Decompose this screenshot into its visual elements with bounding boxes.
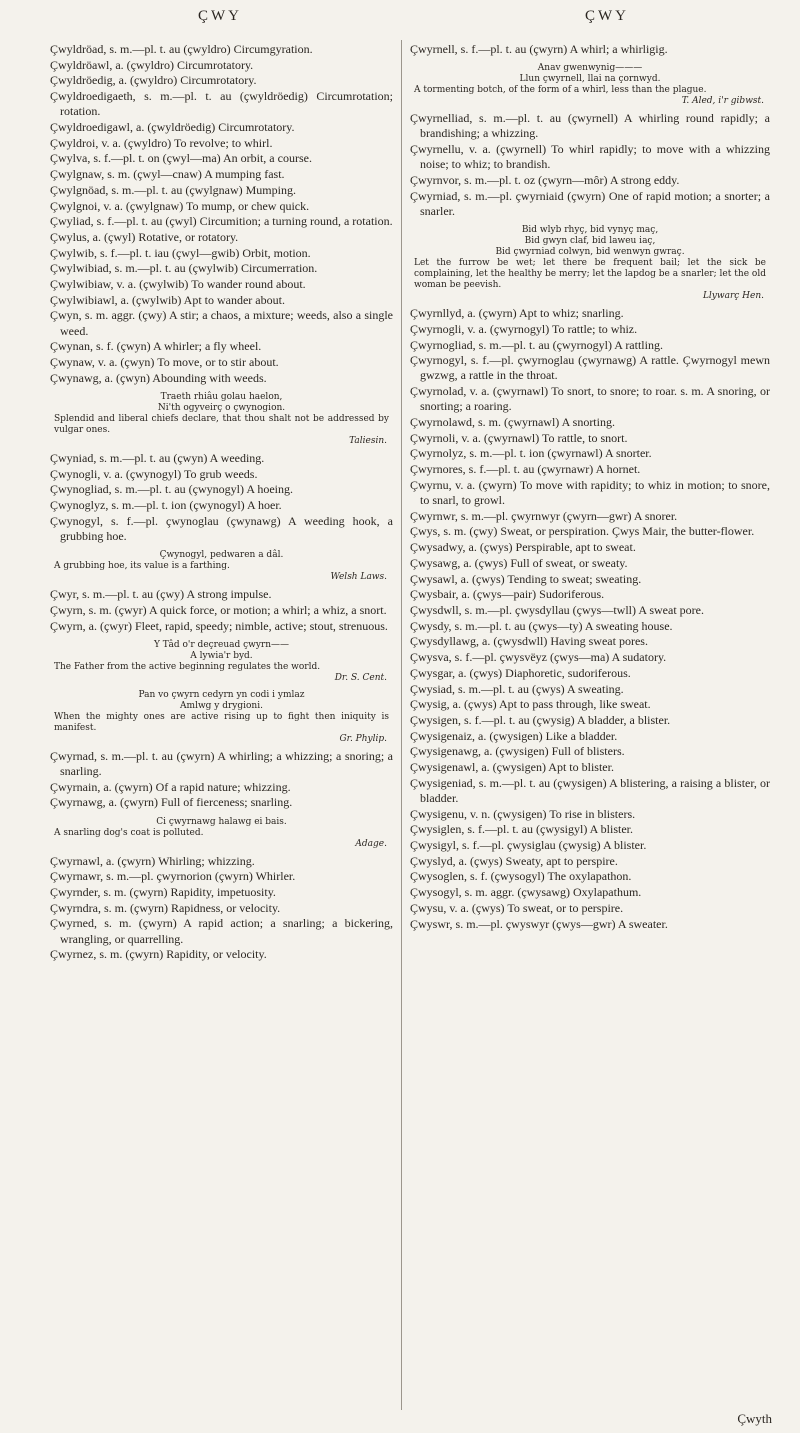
running-head-right: ÇWY xyxy=(585,8,629,24)
dictionary-entry: Çwyrnvor, s. m.—pl. t. oz (çwyrn—môr) A strong eddy. xyxy=(410,173,680,188)
dictionary-entry: Çwyrnad, s. m.—pl. t. au (çwyrn) A whirling; a whizzing; a snoring; a snarling. xyxy=(50,748,393,778)
dictionary-entry: Çwyrnogliad, s. m.—pl. t. au (çwyrnogyl) A rattling. xyxy=(410,337,663,352)
dictionary-entry: Çwylwibiad, s. m.—pl. t. au (çwylwib) Circumerration. xyxy=(50,261,318,276)
dictionary-entry: Çwysiad, s. m.—pl. t. au (çwys) A sweating. xyxy=(410,681,624,696)
dictionary-entry: Çwyldroi, v. a. (çwyldro) To revolve; to whirl. xyxy=(50,135,273,150)
dictionary-entry: Çwysbair, a. (çwys—pair) Sudoriferous. xyxy=(410,587,605,602)
quotation xyxy=(410,63,770,107)
dictionary-entry: Çwyrnolad, v. a. (çwyrnawl) To snort, to snore; to roar. s. m. A snoring, or snorting; a roaring. xyxy=(410,384,770,414)
dictionary-entry: Çwyrnawl, a. (çwyrn) Whirling; whizzing. xyxy=(50,853,255,868)
dictionary-entry: Çwynogli, v. a. (çwynogyl) To grub weeds. xyxy=(50,466,258,481)
quotation-line: Ci çwyrnawg halawg ei bais. xyxy=(156,816,287,827)
quotation-source: Welsh Laws. xyxy=(330,572,387,583)
quotation-translation: The Father from the active beginning regulates the world. xyxy=(54,661,321,672)
dictionary-entry: Çwyrned, s. m. (çwyrn) A rapid action; a snarling; a bickering, wrangling, or quarrelling. xyxy=(50,916,393,946)
dictionary-entry: Çwyrniad, s. m.—pl. çwyrniaid (çwyrn) One of rapid motion; a snorter; a snarler. xyxy=(410,188,770,218)
dictionary-entry: Çwyldroedigaeth, s. m.—pl. t. au (çwyldröedig) Circumrotation; rotation. xyxy=(50,89,393,119)
dictionary-entry: Çwysdwll, s. m.—pl. çwysdyllau (çwys—twll) A sweat pore. xyxy=(410,602,704,617)
dictionary-entry: Çwysig, a. (çwys) Apt to pass through, like sweat. xyxy=(410,697,651,712)
dictionary-entry: Çwysgar, a. (çwys) Diaphoretic, sudoriferous. xyxy=(410,665,631,680)
dictionary-entry: Çwyldroedigawl, a. (çwyldröedig) Circumrotatory. xyxy=(50,120,295,135)
dictionary-entry: Çwynoglyz, s. m.—pl. t. ion (çwynogyl) A hoer. xyxy=(50,498,282,513)
dictionary-entry: Çwylgnaw, s. m. (çwyl—cnaw) A mumping fast. xyxy=(50,167,285,182)
right-column xyxy=(410,42,770,932)
dictionary-entry: Çwynogliad, s. m.—pl. t. au (çwynogyl) A hoeing. xyxy=(50,482,293,497)
dictionary-entry: Çwys, s. m. (çwy) Sweat, or perspiration. Çwys Mair, the butter-flower. xyxy=(410,524,755,539)
dictionary-entry: Çwysigenawg, a. (çwysigen) Full of blisters. xyxy=(410,744,625,759)
dictionary-entry: Çwyrnder, s. m. (çwyrn) Rapidity, impetuosity. xyxy=(50,885,276,900)
dictionary-entry: Çwynogyl, s. f.—pl. çwynoglau (çwynawg) A weeding hook, a grubbing hoe. xyxy=(50,513,393,543)
dictionary-entry: Çwyrnu, v. a. (çwyrn) To move with rapidity; to whiz in motion; to snore, to snarl, to growl. xyxy=(410,477,770,508)
dictionary-entry: Çwylwibiawl, a. (çwylwib) Apt to wander about. xyxy=(50,292,285,307)
dictionary-entry: Çwyrn, a. (çwyr) Fleet, rapid, speedy; nimble, active; stout, strenuous. xyxy=(50,618,388,633)
quotation-source: Gr. Phylip. xyxy=(339,733,387,744)
quotation-line: A lywia'r byd. xyxy=(190,650,253,661)
dictionary-entry: Çwynawg, a. (çwyn) Abounding with weeds. xyxy=(50,370,267,385)
quotation-translation: A tormenting botch, of the form of a whirl, less than the plague. xyxy=(414,85,707,96)
dictionary-entry: Çwyrndra, s. m. (çwyrn) Rapidness, or velocity. xyxy=(50,900,281,915)
dictionary-entry: Çwyrnores, s. f.—pl. t. au (çwyrnawr) A hornet. xyxy=(410,462,641,477)
dictionary-entry: Çwysigeniad, s. m.—pl. t. au (çwysigen) A blistering, a raising a blister, or bladder. xyxy=(410,775,770,805)
dictionary-entry: Çwysigenawl, a. (çwysigen) Apt to blister. xyxy=(410,760,614,775)
quotation-source: Adage. xyxy=(355,838,387,849)
dictionary-entry: Çwyrnelliad, s. m.—pl. t. au (çwyrnell) A whirling round rapidly; a brandishing; a whizzing. xyxy=(410,111,770,141)
dictionary-entry: Çwyrnellu, v. a. (çwyrnell) To whirl rapidly; to move with a whizzing noise; to whiz; to brandish. xyxy=(410,142,770,172)
quotation-translation: Let the furrow be wet; let there be frequent bail; let the sick be complaining, let the healthy be merry; let the lapdog be a snarler; let the old woman be peevish. xyxy=(414,258,766,291)
dictionary-entry: Çwysogyl, s. m. aggr. (çwysawg) Oxylapathum. xyxy=(410,885,642,900)
dictionary-entry: Çwyrnawr, s. m.—pl. çwyrnorion (çwyrn) Whirler. xyxy=(50,869,296,884)
quotation-line: Bid wlyb rhyç, bid vynyç maç, xyxy=(521,225,659,236)
column-divider xyxy=(401,40,402,1410)
quotation xyxy=(50,817,393,850)
dictionary-entry: Çwylus, a. (çwyl) Rotative, or rotatory. xyxy=(50,229,239,244)
quotation-line: Ni'th ogyveirç o çwynogion. xyxy=(157,402,286,413)
quotation-line: Bid gwyn claf, bid laweu iaç, xyxy=(524,236,656,247)
dictionary-entry: Çwyrnwr, s. m.—pl. çwyrnwyr (çwyrn—gwr) A snorer. xyxy=(410,508,678,523)
dictionary-entry: Çwyrnolawd, s. m. (çwyrnawl) A snorting. xyxy=(410,415,615,430)
dictionary-entry: Çwyrnogli, v. a. (çwyrnogyl) To rattle; to whiz. xyxy=(410,321,638,336)
quotation-line: Çwynogyl, pedwaren a dâl. xyxy=(159,550,284,561)
dictionary-entry: Çwyliad, s. f.—pl. t. au (çwyl) Circumition; a turning round, a rotation. xyxy=(50,214,393,229)
catchword: Çwyth xyxy=(737,1411,772,1426)
dictionary-entry: Çwyldröedig, a. (çwyldro) Circumrotatory. xyxy=(50,73,257,88)
quotation-line: Anav gwenwynig——— xyxy=(537,63,643,74)
dictionary-entry: Çwysva, s. f.—pl. çwysvëyz (çwys—ma) A sudatory. xyxy=(410,650,667,665)
running-head-left: ÇWY xyxy=(198,8,242,24)
quotation-translation: A snarling dog's coat is polluted. xyxy=(54,827,204,838)
quotation xyxy=(410,225,770,302)
dictionary-entry: Çwysu, v. a. (çwys) To sweat, or to perspire. xyxy=(410,900,624,915)
dictionary-entry: Çwyslyd, a. (çwys) Sweaty, apt to perspire. xyxy=(410,853,618,868)
quotation-line: Traeth rhiâu golau haelon, xyxy=(160,391,283,402)
quotation xyxy=(50,392,393,447)
dictionary-entry: Çwyn, s. m. aggr. (çwy) A stir; a chaos, a mixture; weeds, also a single weed. xyxy=(50,308,393,338)
dictionary-entry: Çwysigyl, s. f.—pl. çwysiglau (çwysig) A blister. xyxy=(410,838,647,853)
dictionary-entry: Çwysadwy, a. (çwys) Perspirable, apt to sweat. xyxy=(410,540,636,555)
dictionary-entry: Çwysdyllawg, a. (çwysdwll) Having sweat pores. xyxy=(410,634,648,649)
left-column xyxy=(50,42,393,963)
dictionary-entry: Çwynaw, v. a. (çwyn) To move, or to stir about. xyxy=(50,355,279,370)
quotation-line: Bid çwyrniad colwyn, bid wenwyn gwraç. xyxy=(495,247,685,258)
dictionary-entry: Çwysoglen, s. f. (çwysogyl) The oxylapathon. xyxy=(410,869,632,884)
dictionary-entry: Çwyrnawg, a. (çwyrn) Full of fierceness; snarling. xyxy=(50,795,293,810)
quotation-line: Pan vo çwyrn cedyrn yn codi i ymlaz xyxy=(138,689,305,700)
dictionary-entry: Çwyrnez, s. m. (çwyrn) Rapidity, or velocity. xyxy=(50,947,267,962)
dictionary-entry: Çwysawg, a. (çwys) Full of sweat, or sweaty. xyxy=(410,555,628,570)
quotation-line: Llun çwyrnell, llai na çornwyd. xyxy=(519,74,661,85)
quotation xyxy=(50,640,393,684)
dictionary-entry: Çwyrnogyl, s. f.—pl. çwyrnoglau (çwyrnawg) A rattle. Çwyrnogyl mewn gwzwg, a rattle in the throat. xyxy=(410,353,770,383)
quotation-translation: When the mighty ones are active rising up to fight then iniquity is manifest. xyxy=(54,711,389,733)
dictionary-entry: Çwylwib, s. f.—pl. t. iau (çwyl—gwib) Orbit, motion. xyxy=(50,245,311,260)
quotation-line: Amlwg y drygioni. xyxy=(180,700,263,711)
dictionary-entry: Çwyrnolyz, s. m.—pl. t. ion (çwyrnawl) A snorter. xyxy=(410,446,652,461)
dictionary-entry: Çwyniad, s. m.—pl. t. au (çwyn) A weeding. xyxy=(50,450,265,465)
dictionary-entry: Çwyrnoli, v. a. (çwyrnawl) To rattle, to snort. xyxy=(410,430,628,445)
quotation xyxy=(50,690,393,745)
dictionary-entry: Çwyrnllyd, a. (çwyrn) Apt to whiz; snarling. xyxy=(410,306,624,321)
dictionary-entry: Çwysigenu, v. n. (çwysigen) To rise in blisters. xyxy=(410,806,636,821)
dictionary-entry: Çwysiglen, s. f.—pl. t. au (çwysigyl) A blister. xyxy=(410,822,633,837)
quotation-source: Taliesin. xyxy=(349,435,387,446)
quotation-translation: Splendid and liberal chiefs declare, that thou shalt not be addressed by vulgar ones. xyxy=(54,413,389,435)
dictionary-entry: Çwyrnell, s. f.—pl. t. au (çwyrn) A whirl; a whirligig. xyxy=(410,42,668,56)
dictionary-entry: Çwysdy, s. m.—pl. t. au (çwys—ty) A sweating house. xyxy=(410,618,673,633)
dictionary-entry: Çwyldröawl, a. (çwyldro) Circumrotatory. xyxy=(50,57,254,72)
dictionary-entry: Çwyrnain, a. (çwyrn) Of a rapid nature; whizzing. xyxy=(50,779,291,794)
dictionary-entry: Çwylva, s. f.—pl. t. on (çwyl—ma) An orbit, a course. xyxy=(50,151,312,166)
quotation-source: Llywarç Hen. xyxy=(702,291,764,302)
dictionary-entry: Çwysawl, a. (çwys) Tending to sweat; sweating. xyxy=(410,571,642,586)
quotation-translation: A grubbing hoe, its value is a farthing. xyxy=(54,561,230,572)
dictionary-entry: Çwysigen, s. f.—pl. t. au (çwysig) A bladder, a blister. xyxy=(410,712,671,727)
dictionary-entry: Çwysigenaiz, a. (çwysigen) Like a bladder. xyxy=(410,728,618,743)
dictionary-entry: Çwyr, s. m.—pl. t. au (çwy) A strong impulse. xyxy=(50,587,272,602)
quotation xyxy=(50,550,393,583)
dictionary-entry: Çwylgnoi, v. a. (çwylgnaw) To mump, or chew quick. xyxy=(50,198,310,213)
dictionary-entry: Çwynan, s. f. (çwyn) A whirler; a fly wheel. xyxy=(50,339,262,354)
dictionary-entry: Çwyldröad, s. m.—pl. t. au (çwyldro) Circumgyration. xyxy=(50,42,313,56)
dictionary-entry: Çwylwibiaw, v. a. (çwylwib) To wander round about. xyxy=(50,277,306,292)
quotation-source: T. Aled, i'r gibwst. xyxy=(681,96,764,107)
quotation-source: Dr. S. Cent. xyxy=(334,672,387,683)
dictionary-entry: Çwylgnöad, s. m.—pl. t. au (çwylgnaw) Mumping. xyxy=(50,182,296,197)
dictionary-entry: Çwyswr, s. m.—pl. çwyswyr (çwys—gwr) A sweater. xyxy=(410,916,668,931)
quotation-line: Y Tâd o'r deçreuad çwyrn—— xyxy=(153,639,290,650)
dictionary-entry: Çwyrn, s. m. (çwyr) A quick force, or motion; a whirl; a whiz, a snort. xyxy=(50,602,387,617)
